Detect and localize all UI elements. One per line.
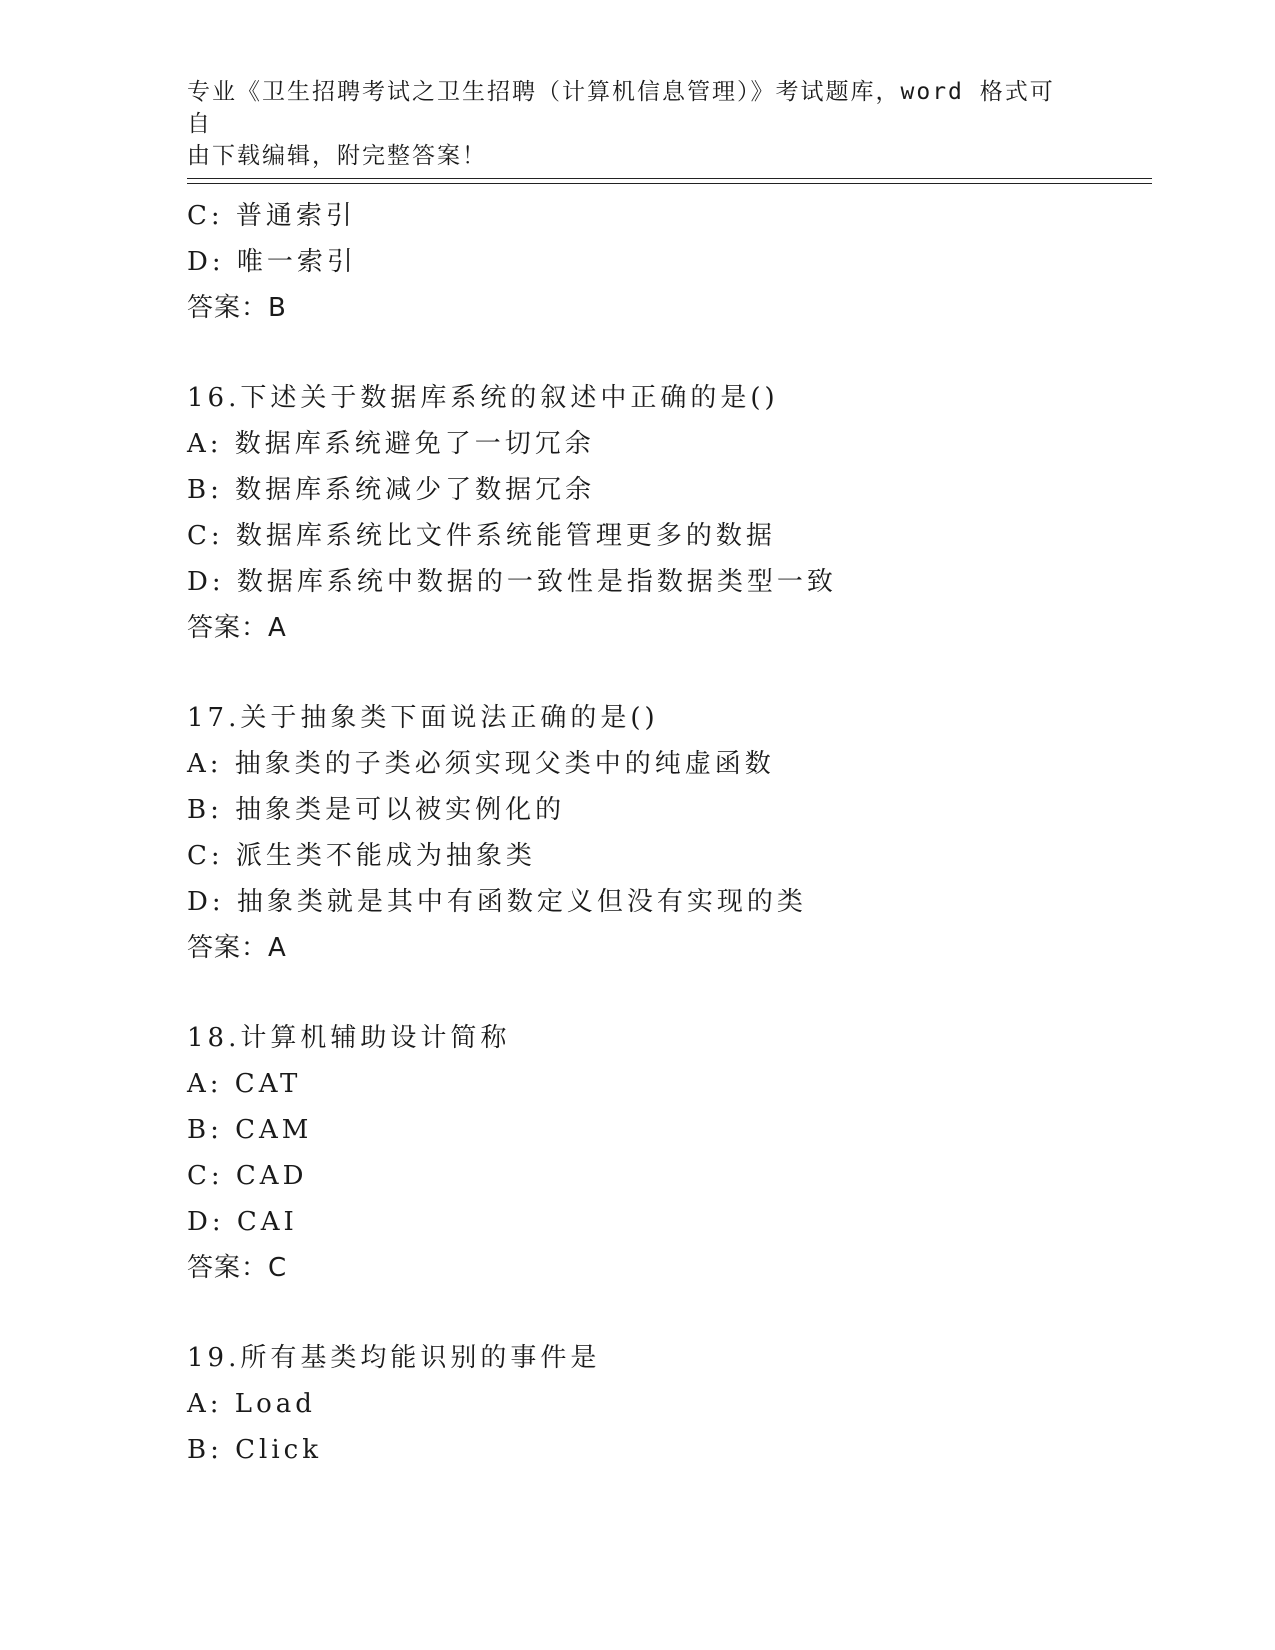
option-c: C: 普通索引 — [187, 201, 356, 231]
header-line-2: 由下载编辑，附完整答案！ — [187, 143, 487, 169]
option-a: A: 抽象类的子类必须实现父类中的纯虚函数 — [187, 749, 775, 779]
option-c: C: 派生类不能成为抽象类 — [187, 841, 536, 871]
answer: 答案：A — [187, 613, 287, 643]
option-a: A: 数据库系统避免了一切冗余 — [187, 429, 595, 459]
question-17 — [187, 695, 1147, 971]
question-19 — [187, 1335, 1147, 1473]
question-15-tail — [187, 193, 1147, 331]
option-b: B: CAM — [187, 1115, 313, 1145]
option-b: B: 数据库系统减少了数据冗余 — [187, 475, 596, 505]
answer: 答案：B — [187, 293, 287, 323]
question-list — [187, 193, 1147, 1473]
question-stem: 18.计算机辅助设计简称 — [187, 1023, 511, 1053]
option-a: A: CAT — [187, 1069, 302, 1099]
question-stem: 16.下述关于数据库系统的叙述中正确的是() — [187, 383, 779, 413]
option-c: C: CAD — [187, 1161, 308, 1191]
question-stem: 17.关于抽象类下面说法正确的是() — [187, 703, 659, 733]
option-c: C: 数据库系统比文件系统能管理更多的数据 — [187, 521, 776, 551]
option-b: B: 抽象类是可以被实例化的 — [187, 795, 566, 825]
option-d: D: 唯一索引 — [187, 247, 357, 277]
answer: 答案：A — [187, 933, 287, 963]
question-16 — [187, 375, 1147, 651]
option-d: D: 抽象类就是其中有函数定义但没有实现的类 — [187, 887, 807, 917]
document-header — [187, 76, 1067, 172]
header-divider-bottom — [187, 183, 1152, 184]
question-18 — [187, 1015, 1147, 1291]
question-stem: 19.所有基类均能识别的事件是 — [187, 1343, 601, 1373]
answer: 答案：C — [187, 1253, 288, 1283]
option-d: D: 数据库系统中数据的一致性是指数据类型一致 — [187, 567, 837, 597]
option-d: D: CAI — [187, 1207, 298, 1237]
option-b: B: Click — [187, 1435, 322, 1465]
header-line-1: 专业《卫生招聘考试之卫生招聘（计算机信息管理）》考试题库，word 格式可自 — [187, 79, 1055, 137]
option-a: A: Load — [187, 1389, 316, 1419]
header-divider-top — [187, 178, 1152, 179]
